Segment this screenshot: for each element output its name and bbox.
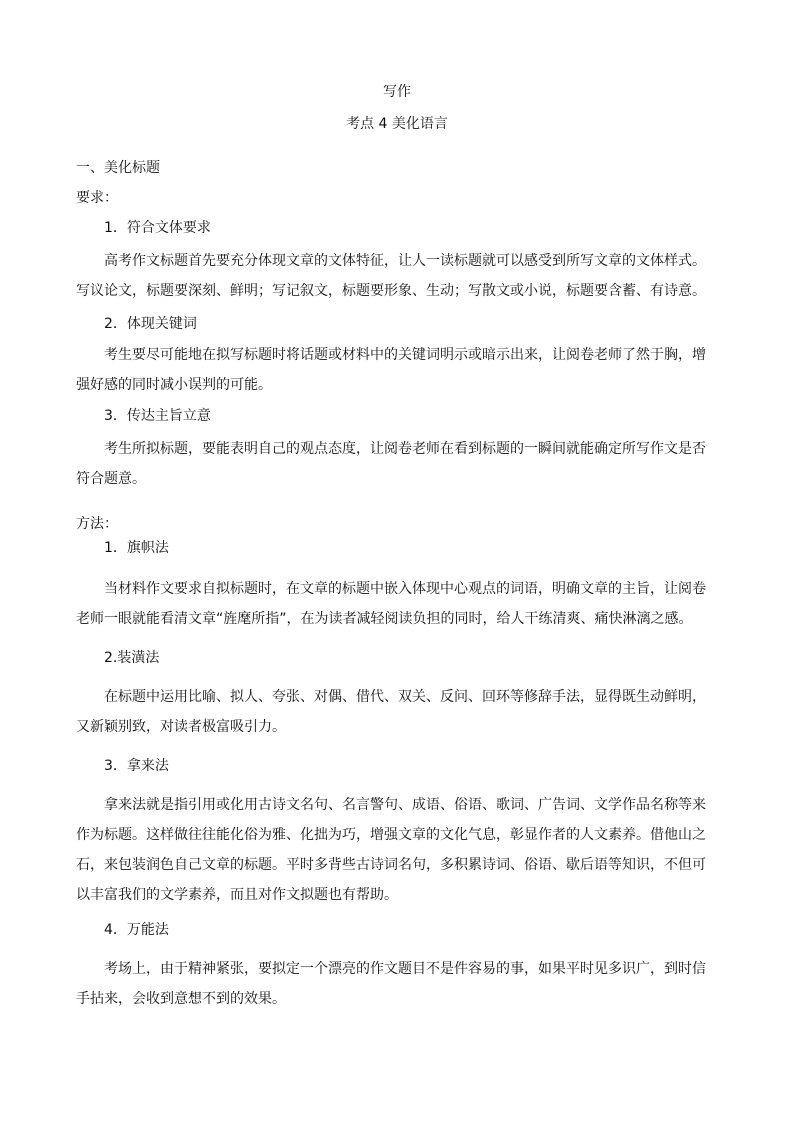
document-title: 写作 [383, 84, 411, 100]
requirement-heading: 3．传达主旨立意 [104, 408, 211, 424]
requirements-label: 要求： [76, 190, 118, 206]
method-text: 当材料作文要求自拟标题时，在文章的标题中嵌入体现中心观点的词语，明确文章的主旨，让阅卷老师一眼就能看清文章“旌麾所指”，在为读者减轻阅读负担的同时，给人干练清爽、痛快淋漓之感。 [76, 581, 706, 627]
method-text: 考场上，由于精神紧张，要拟定一个漂亮的作文题目不是件容易的事，如果平时见多识广，到时信手拈来，会收到意想不到的效果。 [76, 961, 706, 1007]
method-heading: 2.装潢法 [104, 650, 160, 666]
method-text: 拿来法就是指引用或化用古诗文名句、名言警句、成语、俗语、歌词、广告词、文学作品名称等来作为标题。这样做往往能化俗为雅、化拙为巧，增强文章的文化气息，彰显作者的人文素养。借他山之石，来包装润色自己文章的标题。平时多背些古诗词名句，多积累诗词、俗语、歇后语等知识，不但可以丰富我们的文学素养，而且对作文拟题也有帮助。 [76, 797, 706, 903]
method-text: 在标题中运用比喻、拟人、夸张、对偶、借代、双关、反问、回环等修辞手法，显得既生动鲜明，又新颖别致，对读者极富吸引力。 [76, 689, 706, 735]
document-subtitle: 考点 4 美化语言 [346, 116, 448, 132]
method-heading: 1．旗帜法 [104, 540, 169, 556]
requirement-text: 高考作文标题首先要充分体现文章的文体特征，让人一读标题就可以感受到所写文章的文体样式。写议论文，标题要深刻、鲜明；写记叙文，标题要形象、生动；写散文或小说，标题要含蓄、有诗意。 [76, 253, 706, 299]
method-heading: 4．万能法 [104, 922, 169, 938]
methods-label: 方法： [76, 516, 118, 532]
requirement-text: 考生所拟标题，要能表明自己的观点态度，让阅卷老师在看到标题的一瞬间就能确定所写作文是否符合题意。 [76, 441, 706, 487]
requirement-heading: 1．符合文体要求 [104, 220, 211, 236]
requirement-text: 考生要尽可能地在拟写标题时将话题或材料中的关键词明示或暗示出来，让阅卷老师了然于胸，增强好感的同时减小误判的可能。 [76, 347, 706, 393]
method-heading: 3．拿来法 [104, 758, 169, 774]
section-heading: 一、美化标题 [76, 160, 160, 176]
requirement-heading: 2．体现关键词 [104, 316, 197, 332]
